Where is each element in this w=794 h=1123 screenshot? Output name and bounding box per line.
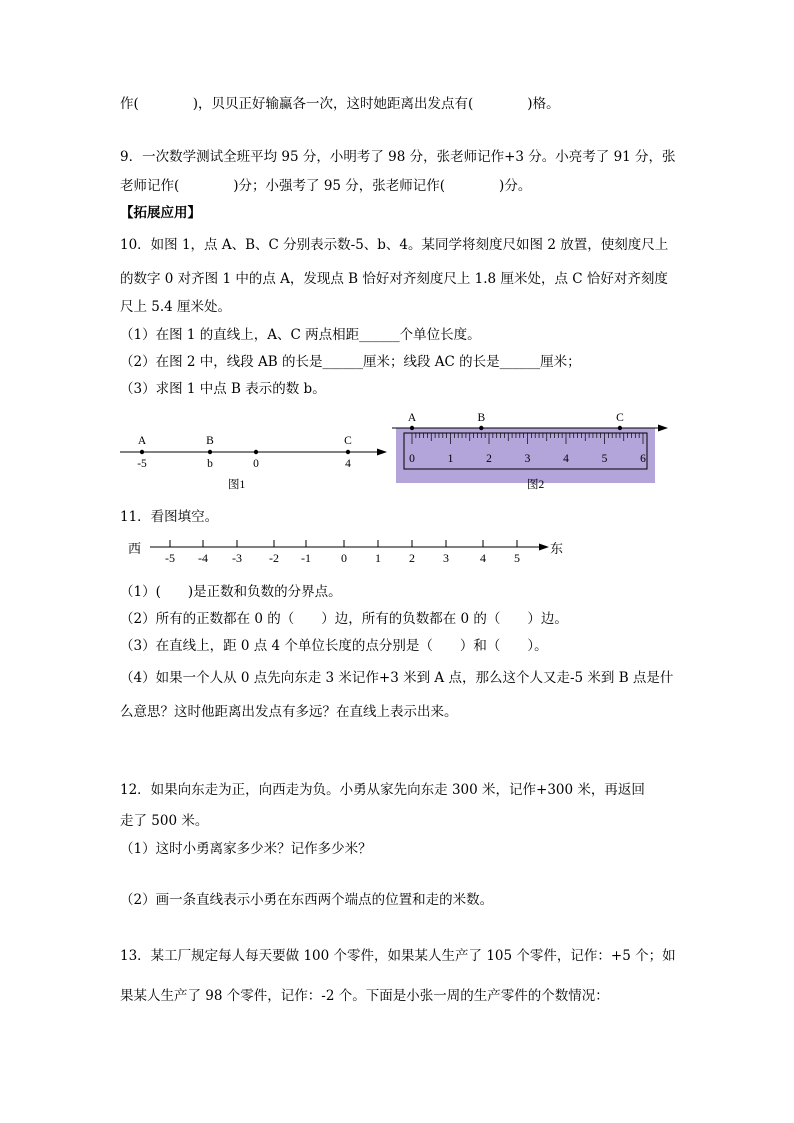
figure-2-ruler (392, 408, 682, 483)
fig2-point-dot (479, 426, 483, 430)
fig1-point-dot (208, 450, 212, 454)
q10-part3: （3）求图 1 中点 B 表示的数 b。 (120, 381, 326, 397)
q13-line1: 13．某工厂规定每人每天要做 100 个零件，如果某人生产了 105 个零件，记作：+5 个；如 (120, 948, 676, 964)
q10-line2: 的数字 0 对齐图 1 中的点 A，发现点 B 恰好对齐刻度尺上 1.8 厘米处，点 C 恰好对齐刻度 (120, 271, 668, 287)
q12-part2: （2）画一条直线表示小勇在东西两个端点的位置和走的米数。 (120, 892, 494, 908)
q11-part1: （1）( )是正数和负数的分界点。 (120, 584, 342, 600)
q11-title: 11．看图填空。 (120, 509, 219, 525)
ruler-label: 3 (524, 453, 531, 465)
q9-line2: 老师记作( )分；小强考了 95 分，张老师记作( )分。 (120, 178, 532, 194)
figure-1-caption: 图1 (228, 479, 246, 491)
fig3-tick-label: 5 (514, 551, 520, 565)
fig3-tick-label: 2 (409, 551, 415, 565)
fig2-point-dot (410, 426, 414, 430)
fig3-tick-label: 0 (341, 551, 347, 565)
fig1-point-value: 0 (253, 458, 259, 470)
fig3-tick-label: 1 (375, 551, 381, 565)
ruler-label: 2 (486, 453, 492, 465)
q10-part2: （2）在图 2 中，线段 AB 的长是______厘米；线段 AC 的长是______厘米； (120, 354, 581, 370)
q11-part4-line2: 么意思？这时他距离出发点有多远？在直线上表示出来。 (120, 704, 458, 720)
q12-line1: 12．如果向东走为正，向西走为负。小勇从家先向东走 300 米，记作+300 米，再返回 (120, 782, 645, 798)
east-label: 东 (550, 541, 564, 556)
ruler-label: 6 (640, 453, 646, 465)
q8-continuation: 作( )，贝贝正好输赢各一次，这时她距离出发点有( )格。 (120, 96, 560, 112)
q11-part4-line1: （4）如果一个人从 0 点先向东走 3 米记作+3 米到 A 点，那么这个人又走-5 米到 B 点是什 (120, 670, 674, 686)
fig2-point-name: C (616, 412, 624, 424)
fig3-tick-label: -2 (269, 551, 279, 565)
figure-2-caption: 图2 (527, 479, 545, 491)
fig3-tick-label: 3 (443, 551, 449, 565)
q9-line1: 9．一次数学测试全班平均 95 分，小明考了 98 分，张老师记作+3 分。小亮考了 91 分，张 (120, 149, 676, 165)
fig1-point-dot (346, 450, 350, 454)
fig2-point-name: A (407, 412, 417, 424)
q12-line2: 走了 500 米。 (120, 813, 209, 829)
ruler-label: 1 (447, 453, 454, 465)
fig3-tick-label: -3 (232, 551, 242, 565)
q10-line3: 尺上 5.4 厘米处。 (120, 299, 232, 315)
fig3-tick-label: 4 (480, 551, 486, 565)
figure-3-number-line (128, 536, 588, 571)
west-label: 西 (128, 541, 142, 556)
fig2-point-name: B (477, 412, 486, 424)
q11-part2: （2）所有的正数都在 0 的（ ）边，所有的负数都在 0 的（ ）边。 (120, 611, 568, 627)
fig3-tick-label: -1 (301, 551, 311, 565)
q12-part1: （1）这时小勇离家多少米？记作多少米？ (120, 841, 372, 857)
fig1-point-value: b (207, 458, 213, 470)
ruler-label: 5 (601, 453, 608, 465)
fig3-tick-label: -5 (165, 551, 175, 565)
ruler-label: 0 (409, 453, 415, 465)
fig1-point-value: 4 (345, 458, 351, 470)
fig3-tick-label: -4 (198, 551, 208, 565)
q11-part3: （3）在直线上，距 0 点 4 个单位长度的点分别是（ ）和（ ）。 (120, 638, 548, 654)
fig1-point-value: -5 (137, 458, 147, 470)
q13-line2: 果某人生产了 98 个零件，记作：-2 个。下面是小张一周的生产零件的个数情况： (120, 988, 609, 1004)
section-heading: 【拓展应用】 (120, 205, 201, 221)
ruler-label: 4 (563, 453, 569, 465)
fig1-point-name: C (344, 435, 352, 447)
q10-part1: （1）在图 1 的直线上，A、C 两点相距______个单位长度。 (120, 327, 481, 343)
fig1-point-dot (140, 450, 144, 454)
q10-line1: 10．如图 1，点 A、B、C 分别表示数-5、b、4。某同学将刻度尺如图 2 放置，使刻度尺上 (120, 237, 669, 253)
fig2-point-dot (618, 426, 622, 430)
fig1-point-dot (254, 450, 258, 454)
fig1-point-name: A (137, 435, 147, 447)
figure-1-number-line (115, 430, 395, 490)
fig1-point-name: B (206, 435, 214, 447)
